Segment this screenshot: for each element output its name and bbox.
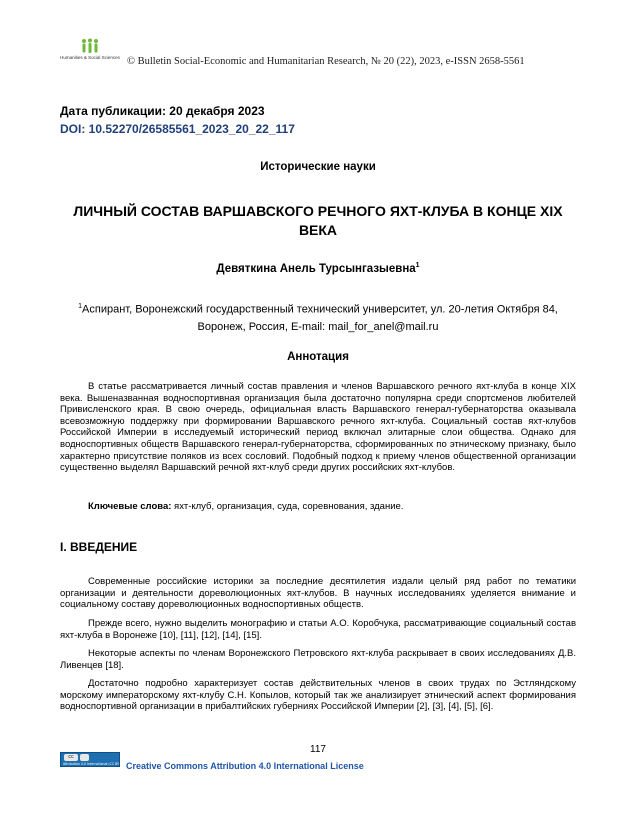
keywords-text: яхт-клуб, организация, суда, соревнования, здание. [171, 501, 404, 512]
publication-date: Дата публикации: 20 декабря 2023 [60, 104, 265, 118]
doi-link[interactable]: DOI: 10.52270/26585561_2023_20_22_117 [60, 122, 295, 136]
cc-badge-text: Attribution 4.0 International (CC BY 4.0) [63, 762, 127, 766]
article-title: ЛИЧНЫЙ СОСТАВ ВАРШАВСКОГО РЕЧНОГО ЯХТ-КЛУБА В КОНЦЕ XIX ВЕКА [73, 203, 563, 238]
author-name: Девяткина Анель Турсынгазыевна [216, 262, 416, 275]
intro-paragraph: Прежде всего, нужно выделить монографию и статьи А.О. Коробчука, рассматривающие социальный состав яхт-клуба в Воронеже [10], [11], [12], [14], [15]. [60, 618, 576, 641]
logo-caption: Humanities & Social Sciences [60, 55, 120, 60]
journal-header-line: © Bulletin Social-Economic and Humanitarian Research, № 20 (22), 2023, e-ISSN 2658-5561 [127, 56, 525, 67]
affiliation-superscript: 1 [78, 303, 83, 310]
abstract-text: В статье рассматривается личный состав правления и членов Варшавского речного яхт-клуба в конце XIX века. Вышеназванная водноспортивная организация была достаточно популярна среди спортсменов любителей Привисленского края. В свою очередь, официальная власть Варшавского генерал-губернаторства оказывала всевозможную поддержку при формировании Варшавского речного яхт-клуба. Социальный состав яхт-клубов Российской Империи в исследуемый исторический период включал элитарные слои общества. Однако для водноспортивных обществ Варшавского генерал-губернаторства, сформированных по этническому признаку, было характерно присутствие поляков из всех сословий. Подобный подход к приему членов общественной организации существенно выделял Варшавский речной яхт-клуб среди других российских яхт-клубов. [60, 381, 576, 474]
affiliation-text: Аспирант, Воронежский государственный технический университет, ул. 20-летия Октября 84, Воронеж, Россия, E-mail: mail_for_anel@mail.ru [82, 303, 558, 333]
journal-logo [60, 38, 120, 60]
keywords-label: Ключевые слова: [88, 501, 172, 512]
intro-paragraph: Некоторые аспекты по членам Воронежского Петровского яхт-клуба раскрывает в своих исследованиях Д.В. Ливенцев [18]. [60, 648, 576, 671]
page-number: 117 [310, 744, 326, 755]
intro-paragraph: Современные российские историки за последние десятилетия издали целый ряд работ по тематики организации и деятельности дореволюционных яхт-клубов. В научных исследованиях уделяется внимание и социальному составу дореволюционных водноспортивных обществ. [60, 576, 576, 611]
section-heading: Исторические науки [260, 161, 376, 173]
person-icon [80, 754, 89, 761]
license-link[interactable]: Creative Commons Attribution 4.0 International License [126, 761, 364, 771]
intro-paragraph: Достаточно подробно характеризует состав действительных членов в своих трудах по Эстляндскому морскому императорскому яхт-клубу С.Н. Копылов, который так же анализирует этнический аспект формирования водноспортивной организации в прибалтийских губерниях Российской Империи [2], [3], [4], [5], [6]. [60, 678, 576, 713]
author-superscript: 1 [415, 262, 420, 269]
cc-license-badge[interactable] [60, 752, 127, 767]
cc-icon: cc [64, 754, 78, 761]
people-logo-icon [79, 38, 101, 54]
author-line [60, 262, 576, 275]
annotation-heading: Аннотация [287, 351, 349, 363]
keywords [60, 501, 576, 513]
introduction-heading: I. ВВЕДЕНИЕ [60, 540, 138, 554]
affiliation [60, 298, 576, 336]
